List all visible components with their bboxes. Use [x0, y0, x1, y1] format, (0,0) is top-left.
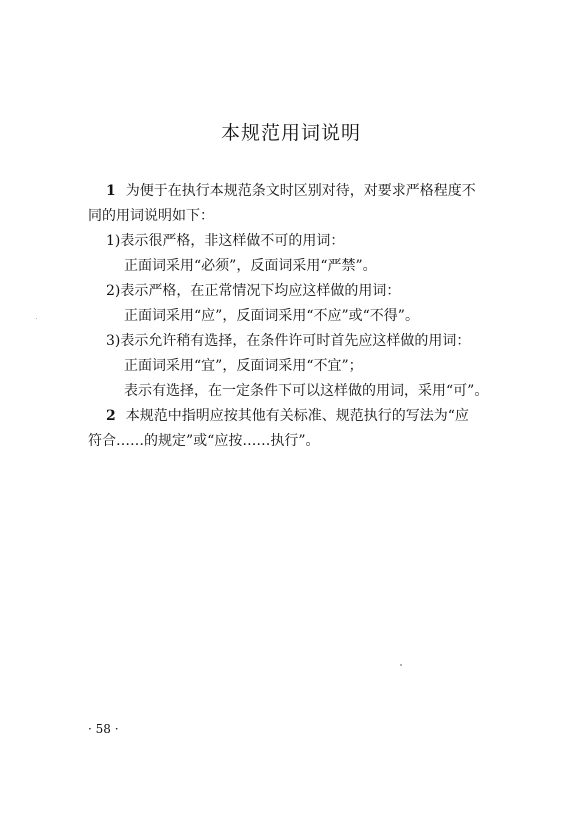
item-1-sub-2-heading: 2)表示严格，在正常情况下均应这样做的用词： — [106, 283, 401, 299]
item-1-intro-line-1 — [106, 181, 476, 201]
item-2-text: 本规范中指明应按其他有关标准、规范执行的写法为“应 — [125, 408, 469, 424]
item-1-intro-text: 为便于在执行本规范条文时区别对待，对要求严格程度不 — [125, 183, 476, 199]
item-1-sub-3-heading: 3)表示允许稍有选择，在条件许可时首先应这样做的用词： — [106, 333, 471, 349]
page-number: · 58 · — [88, 722, 119, 736]
item-1-intro-line-2: 同的用词说明如下： — [88, 208, 214, 224]
item-1-sub-3-detail: 正面词采用“宜”，反面词采用“不宜”； — [124, 358, 363, 374]
item-1-sub-1-detail: 正面词采用“必须”，反面词采用“严禁”。 — [124, 258, 377, 274]
item-2-number: 2 — [106, 408, 116, 424]
item-2-line-1 — [106, 406, 469, 426]
item-2-line-2: 符合……的规定”或“应按……执行”。 — [88, 433, 320, 449]
item-1-sub-2-detail: 正面词采用“应”，反面词采用“不应”或“不得”。 — [124, 308, 419, 324]
scan-speck — [400, 664, 402, 666]
scan-speck — [36, 318, 37, 319]
item-1-sub-1-heading: 1)表示很严格，非这样做不可的用词： — [106, 233, 345, 249]
item-1-sub-3-extra: 表示有选择，在一定条件下可以这样做的用词，采用“可”。 — [124, 383, 489, 399]
page-title: 本规范用词说明 — [220, 122, 361, 144]
item-1-number: 1 — [106, 183, 116, 199]
